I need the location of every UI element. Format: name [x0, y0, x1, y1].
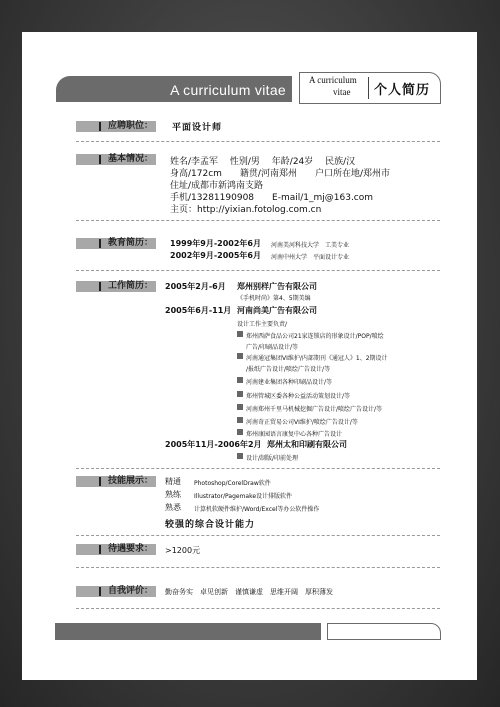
- section-label-self: [76, 586, 156, 597]
- section-label-work: [76, 281, 156, 292]
- skill-desc: Illustrator/Pagemake设计排版软件: [194, 493, 293, 500]
- footer-bar: [55, 623, 321, 640]
- bullet: [237, 353, 243, 359]
- skill-desc: Photoshop/CorelDraw软件: [194, 480, 271, 487]
- divider: [76, 141, 440, 142]
- bullet: [237, 331, 243, 337]
- basic-line-2: 身高/172cm 籍贯/河南郑州 户口所在地/郑州市: [170, 169, 390, 179]
- education-date: 1999年9月-2002年6月: [170, 239, 261, 248]
- work-company: 郑州太和印刷有限公司: [267, 440, 347, 449]
- basic-line-1: 姓名/李孟军 性别/男 年龄/24岁 民族/汉: [170, 157, 356, 167]
- label-text: 技能展示：: [108, 476, 154, 486]
- header-box-title: 个人简历: [374, 83, 431, 98]
- header-box-english-1: A curriculum: [309, 75, 357, 85]
- skill-desc: 计算机软硬件维护/Word/Excel等办公软件操作: [194, 506, 320, 513]
- work-date: 2005年2月-6月: [165, 282, 226, 291]
- divider: [76, 608, 440, 609]
- label-text: 基本情况：: [108, 154, 154, 164]
- footer-box: [327, 623, 441, 640]
- duty-item: 郑州康园语言康复中心各种广告设计: [246, 431, 343, 438]
- label-bar: [99, 282, 101, 291]
- education-detail: 河南美河科技大学 工美专业: [271, 242, 350, 249]
- work-duty-title: 设计工作主要负责/: [237, 321, 288, 328]
- label-text: 应聘职位：: [108, 121, 154, 131]
- label-bar: [99, 587, 101, 596]
- label-text: 工作简历：: [108, 281, 154, 291]
- header-box-divider: [368, 77, 369, 99]
- divider: [76, 270, 440, 271]
- skill-level: 熟悉: [165, 503, 181, 512]
- duty-item: 河南建业集团各种印刷品设计/等: [246, 379, 333, 386]
- header-box-english-2: vitae: [333, 87, 351, 97]
- work-company: 河南尚美广告有限公司: [237, 306, 317, 315]
- label-text: 待遇要求：: [108, 544, 154, 554]
- skill-level: 精通: [165, 477, 181, 486]
- label-bar: [99, 477, 101, 486]
- bullet: [237, 417, 243, 423]
- work-date: 2005年6月-11月: [165, 306, 232, 315]
- duty-item: 广告/印刷品设计/等: [246, 344, 299, 351]
- header-english-bar: A curriculum vitae: [56, 76, 292, 102]
- divider: [76, 535, 440, 536]
- duty-item: 河南郑州千里马机械挖掘广告设计/喷绘广告设计/等: [246, 406, 383, 413]
- section-label-salary: [76, 544, 156, 555]
- bullet: [237, 453, 243, 459]
- label-bar: [99, 239, 101, 248]
- bullet: [237, 391, 243, 397]
- section-label-education: [76, 238, 156, 249]
- position-value: 平面设计师: [172, 123, 223, 133]
- basic-line-3: 住址/成都市新鸿南支路: [170, 181, 264, 191]
- bullet: [237, 429, 243, 435]
- work-note: 《手机时尚》第4、5期美编: [237, 295, 311, 302]
- duty-item: /报纸广告设计/喷绘广告设计/等: [246, 366, 331, 373]
- divider: [76, 567, 440, 568]
- skills-summary: 较强的综合设计能力: [165, 520, 256, 530]
- duty-item: 郑州管城区委各种公益活动策划设计/等: [246, 393, 351, 400]
- section-label-position: [76, 121, 156, 132]
- work-date: 2005年11月-2006年2月: [165, 440, 262, 449]
- basic-line-5: 主页：http://yixian.fotolog.com.cn: [170, 205, 322, 215]
- label-bar: [99, 155, 101, 164]
- label-text: 自我评价：: [108, 586, 154, 596]
- divider: [76, 468, 440, 469]
- self-evaluation-value: 勤奋务实 卓见创新 谨慎谦虚 思维开阔 厚积薄发: [165, 588, 333, 596]
- basic-line-4: 手机/13281190908 E-mail/1_mj@163.com: [170, 193, 374, 203]
- education-date: 2002年9月-2005年6月: [170, 251, 261, 260]
- header-title-box: [299, 72, 441, 104]
- section-label-skills: [76, 476, 156, 487]
- duty-item: 设计/制版/印前处理: [246, 455, 299, 462]
- work-company: 郑州别样广告有限公司: [237, 282, 317, 291]
- label-text: 教育简历：: [108, 238, 154, 248]
- duty-item: 河南通冠集团VI维护/内部期刊《通冠人》1、2期设计: [246, 355, 388, 362]
- education-detail: 河南中州大学 平面设计专业: [271, 254, 350, 261]
- label-bar: [99, 545, 101, 554]
- section-label-basic: [76, 154, 156, 165]
- divider: [76, 220, 440, 221]
- bullet: [237, 377, 243, 383]
- duty-item: 郑州西萨食品公司21家连锁店的形象设计/POP/喷绘: [246, 333, 384, 340]
- label-bar: [99, 122, 101, 131]
- salary-value: >1200元: [165, 546, 201, 555]
- skill-level: 熟练: [165, 490, 181, 499]
- duty-item: 河南奇正贸易公司VI维护/喷绘广告设计/等: [246, 419, 358, 426]
- bullet: [237, 404, 243, 410]
